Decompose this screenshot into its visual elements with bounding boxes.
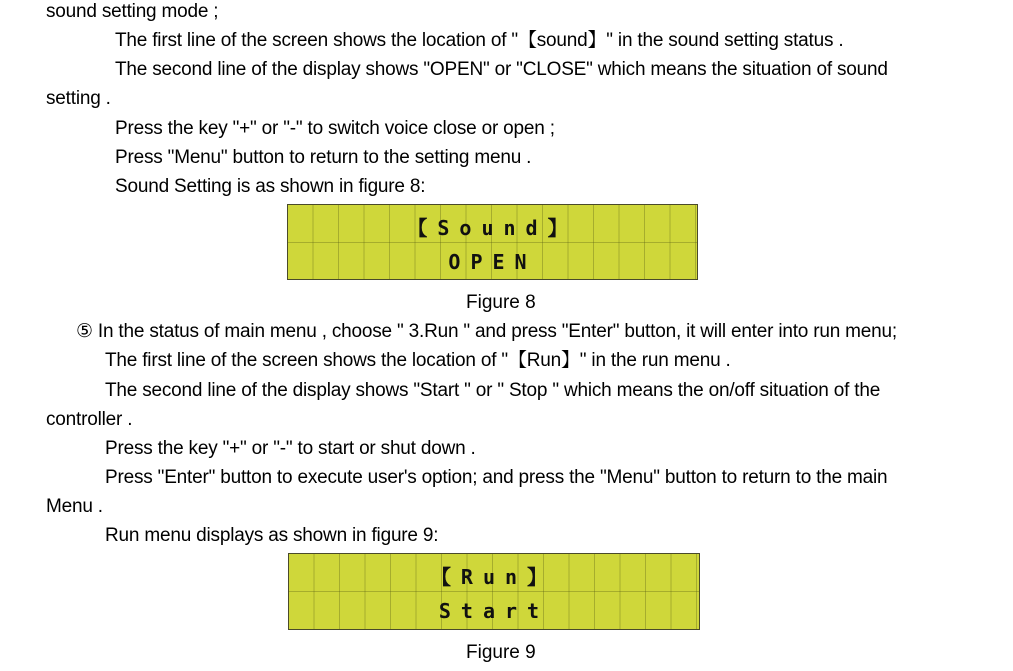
text-line: Press the key "+" or "-" to switch voice close or open ; [115,118,555,139]
figure9-caption: Figure 9 [466,642,536,663]
lcd-line-2: OPEN [448,250,537,274]
text-line: Press "Menu" button to return to the setting menu . [115,147,532,168]
text-line: Menu . [46,496,103,517]
text-line: setting . [46,88,111,109]
text-line: The first line of the screen shows the location of "【sound】" in the sound setting status . [115,30,844,51]
lcd-line-2: Start [438,599,550,623]
lcd-row-divider [288,242,697,243]
lcd-line-1: 【Run】 [430,565,558,589]
text-line: Run menu displays as shown in figure 9: [105,525,439,546]
text-line: The second line of the display shows "Start " or " Stop " which means the on/off situation of the [105,380,881,401]
text-line: The second line of the display shows "OPEN" or "CLOSE" which means the situation of sound [115,59,888,80]
lcd-line-1: 【Sound】 [407,216,578,240]
text-line: ⑤ In the status of main menu , choose " 3.Run " and press "Enter" button, it will enter into run menu; [76,321,897,342]
text-line: Press "Enter" button to execute user's option; and press the "Menu" button to return to the main [105,467,888,488]
text-line: The first line of the screen shows the location of "【Run】" in the run menu . [105,350,731,371]
lcd-row-divider [289,591,699,592]
figure8-lcd-display [287,204,698,280]
figure8-caption: Figure 8 [466,292,536,313]
figure9-lcd-display [288,553,700,630]
text-line: sound setting mode ; [46,1,219,22]
text-line: controller . [46,409,133,430]
text-line: Sound Setting is as shown in figure 8: [115,176,426,197]
text-line: Press the key "+" or "-" to start or shut down . [105,438,476,459]
